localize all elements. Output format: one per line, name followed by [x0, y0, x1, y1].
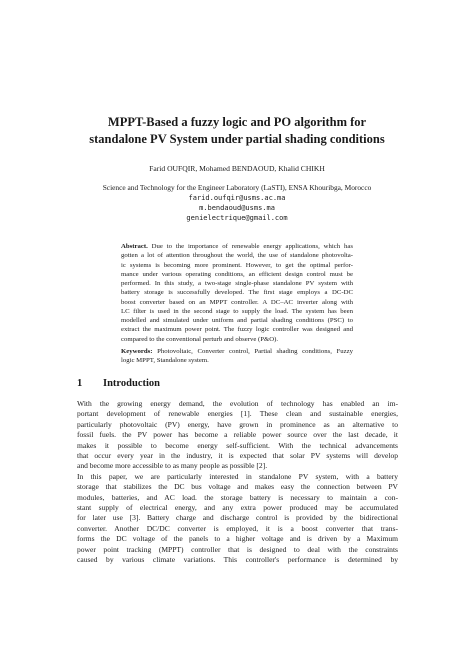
keywords-label: Keywords:	[121, 348, 153, 355]
paper-title	[60, 114, 414, 148]
abstract-line: compared to the conventional perturb and observe (P&O).	[121, 335, 279, 343]
keywords-line	[121, 347, 353, 356]
abstract-line: extract the maximum power point. The fuzzy logic controller was designed and	[121, 326, 353, 334]
abstract	[121, 242, 353, 344]
keywords-line: logic MPPT, Standalone system.	[121, 357, 209, 365]
body-line: forms the DC voltage of the panels to a higher voltage and is driven by a Maximum	[77, 534, 398, 544]
body-line: power point tracking (MPPT) controller that is designed to deal with the constraints	[77, 544, 398, 554]
introduction-body	[77, 399, 398, 566]
body-line: converter. Another DC/DC converter is employed, it is a boost converter that trans-	[77, 523, 398, 533]
abstract-line: modelled and simulated under uniform and partial shading conditions (PSC) to	[121, 317, 353, 324]
email-address: farid.oufqir@usms.ac.ma	[188, 194, 286, 202]
paragraph	[77, 399, 398, 472]
body-line: for later use [3]. Battery charge and discharge control is provided by the bidirectional	[77, 513, 398, 523]
body-line: portant development of renewable energies [1]. These clean and sustainable energies,	[77, 409, 398, 419]
body-line: fossil fuels. the PV power has become a reliable power source over the last decade, it	[77, 430, 398, 440]
abstract-line: LC filter is used in the second stage to supply the load. The system has been	[121, 307, 353, 315]
body-line: modules, batteries, and AC load. the storage battery is necessary to maintain a con-	[77, 492, 398, 502]
section-heading	[77, 377, 160, 391]
body-line: In this paper, we are particularly interested in standalone PV system, with a battery	[77, 471, 398, 481]
email-address: genielectrique@gmail.com	[186, 214, 288, 223]
email-list	[40, 193, 434, 224]
abstract-text: Due to the importance of renewable energy applications, which has	[147, 243, 353, 250]
keywords-text: Photovoltaic, Converter control, Partial shading conditions, Fuzzy	[152, 348, 353, 355]
section-number: 1	[77, 378, 83, 389]
abstract-label: Abstract.	[121, 243, 148, 250]
abstract-line: boost converter based on an MPPT controller. A DC–AC inverter along with	[121, 298, 353, 306]
abstract-line: battery storage is successfully developed. The first stage employs a DC-DC	[121, 289, 353, 297]
abstract-line: gotten a lot of attention throughout the world, the use of standalone photovolta-	[121, 252, 353, 260]
body-line: caused by various climate variations. This controller's performance is determined by	[77, 555, 398, 565]
body-line: particularly photovoltaic (PV) energy, have grown in prominence as an alternative to	[77, 419, 398, 429]
paper-title-line-2: standalone PV System under partial shading conditions	[89, 132, 385, 146]
author-list: Farid OUFQIR, Mohamed BENDAOUD, Khalid CHIKH	[149, 164, 325, 173]
paper-title-line-1: MPPT-Based a fuzzy logic and PO algorithm for	[107, 115, 367, 129]
abstract-line	[121, 242, 353, 251]
body-line: that occur every year in the industry, it is expected that solar PV systems will develop	[77, 451, 398, 461]
body-line: storage that stabilizes the DC bus voltage and makes easy the connection between PV	[77, 482, 398, 492]
affiliation: Science and Technology for the Engineer Laboratory (LaSTI), ENSA Khouribga, Morocco	[102, 183, 372, 192]
body-line: and become more accessible to as many people as possible [2].	[77, 461, 268, 471]
email-address: m.bendaoud@usms.ma	[199, 204, 275, 213]
section-title: Introduction	[103, 378, 160, 389]
abstract-line: mance under various operating conditions, an efficient design control must be	[121, 270, 353, 278]
body-line: stant supply of electrical energy, and any extra power produced may be accumulated	[77, 503, 398, 513]
keywords	[121, 347, 353, 366]
body-line: makes it possible to become energy self-sufficient. With the technical advancements	[77, 440, 398, 450]
body-line: With the growing energy demand, the evolution of technology has enabled an im-	[77, 399, 398, 408]
paragraph	[77, 472, 398, 566]
abstract-line: ic systems is becoming more prominent. However, to get the optimal perfor-	[121, 261, 353, 269]
abstract-line: performed. In this study, a two-stage single-phase standalone PV system with	[121, 280, 353, 287]
